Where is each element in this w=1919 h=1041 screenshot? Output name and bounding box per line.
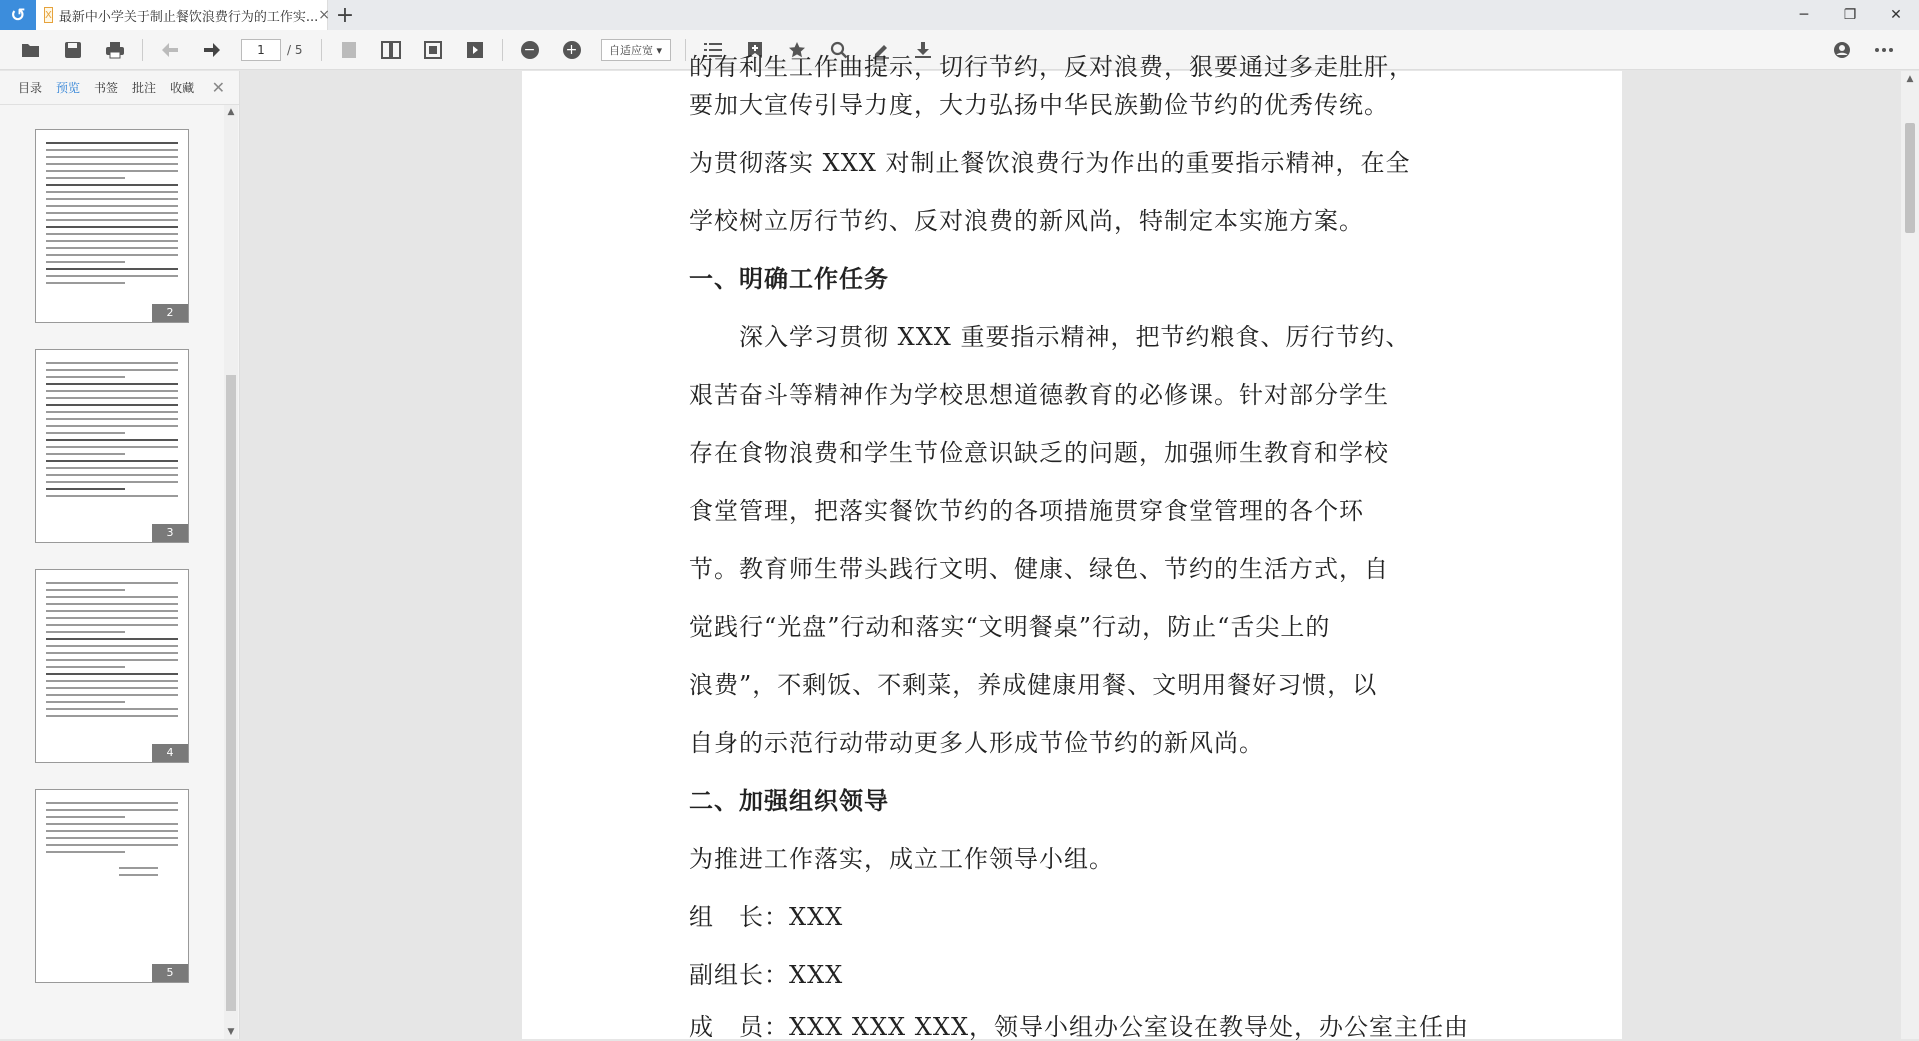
document-line: 艰苦奋斗等精神作为学校思想道德教育的必修课。针对部分学生 — [689, 381, 1389, 409]
thumbnail-list — [0, 105, 222, 1039]
more-options-icon[interactable] — [1867, 35, 1901, 65]
toolbar-right — [1821, 35, 1905, 65]
two-page-icon[interactable] — [374, 35, 408, 65]
close-window-button[interactable]: ✕ — [1890, 7, 1902, 23]
title-bar — [0, 0, 1919, 30]
single-page-icon[interactable] — [332, 35, 366, 65]
toolbar-divider — [321, 39, 322, 61]
back-arrow-icon[interactable] — [153, 35, 187, 65]
page-thumbnail[interactable] — [35, 129, 189, 323]
presentation-icon[interactable] — [458, 35, 492, 65]
thumbnail-page-number: 2 — [152, 304, 188, 322]
window-controls — [1781, 0, 1919, 30]
sidebar-scrollbar[interactable] — [224, 105, 238, 1039]
forward-arrow-icon[interactable] — [195, 35, 229, 65]
tab-contents[interactable]: 目录 — [18, 81, 43, 95]
document-page — [522, 71, 1622, 1039]
print-icon[interactable] — [98, 35, 132, 65]
zoom-out-icon[interactable]: − — [513, 35, 547, 65]
thumbnail-page-number: 3 — [152, 524, 188, 542]
tab-favorites[interactable]: 收藏 — [170, 81, 195, 95]
page-total: / 5 — [287, 42, 303, 57]
sidebar-scroll-thumb[interactable] — [226, 375, 236, 1011]
document-line: 副组长：XXX — [689, 961, 844, 989]
document-line: 存在食物浪费和学生节俭意识缺乏的问题，加强师生教育和学校 — [689, 439, 1389, 467]
page-thumbnail[interactable] — [35, 349, 189, 543]
document-line: 节。教育师生带头践行文明、健康、绿色、节约的生活方式，自 — [689, 555, 1389, 583]
tab-title: 最新中小学关于制止餐饮浪费行为的工作实... — [58, 9, 319, 25]
scroll-down-arrow-icon[interactable]: ▼ — [227, 1027, 235, 1037]
app-logo-icon[interactable]: ↺ — [0, 0, 36, 30]
document-scroll-thumb[interactable] — [1905, 123, 1915, 233]
page-thumbnail[interactable] — [35, 569, 189, 763]
account-avatar-icon[interactable] — [1825, 35, 1859, 65]
document-line: 浪费”，不剩饭、不剩菜，养成健康用餐、文明用餐好习惯，以 — [689, 671, 1378, 699]
tab-close-icon[interactable]: × — [318, 7, 330, 23]
document-cut-line: 成 员：XXX XXX XXX，领导小组办公室设在教导处，办公室主任由 — [689, 1013, 1470, 1041]
document-scrollbar[interactable] — [1901, 71, 1919, 1039]
zoom-select[interactable]: 自适应宽 ▾ — [601, 39, 671, 61]
section-heading: 一、明确工作任务 — [689, 264, 889, 293]
tab-preview[interactable]: 预览 — [56, 81, 81, 95]
restore-button[interactable]: ❐ — [1843, 7, 1857, 23]
page-number-input[interactable]: 1 — [241, 39, 281, 61]
document-line: 为贯彻落实 XXX 对制止餐饮浪费行为作出的重要指示精神，在全 — [689, 149, 1411, 177]
toolbar-divider — [142, 39, 143, 61]
zoom-in-icon[interactable]: + — [555, 35, 589, 65]
document-tab[interactable] — [36, 0, 328, 30]
document-line: 学校树立厉行节约、反对浪费的新风尚，特制定本实施方案。 — [689, 207, 1364, 235]
section-heading: 二、加强组织领导 — [689, 786, 889, 815]
sidebar — [0, 71, 240, 1039]
sidebar-tabs — [0, 71, 239, 105]
pdf-file-icon: X — [44, 7, 53, 23]
scroll-up-arrow-icon[interactable]: ▲ — [1906, 74, 1914, 84]
tab-bookmarks[interactable]: 书签 — [94, 81, 119, 95]
save-icon[interactable] — [56, 35, 90, 65]
thumbnail-page-number: 4 — [152, 744, 188, 762]
document-line: 觉践行“光盘”行动和落实“文明餐桌”行动，防止“舌尖上的 — [689, 613, 1331, 641]
thumbnail-page-number: 5 — [152, 964, 188, 982]
open-folder-icon[interactable] — [14, 35, 48, 65]
new-tab-button[interactable]: + — [335, 2, 355, 28]
tab-annotations[interactable]: 批注 — [132, 81, 157, 95]
page-thumbnail[interactable] — [35, 789, 189, 983]
sidebar-close-icon[interactable]: ✕ — [211, 78, 225, 97]
document-line: 为推进工作落实，成立工作领导小组。 — [689, 845, 1114, 873]
document-viewer — [241, 71, 1901, 1039]
toolbar-divider — [502, 39, 503, 61]
scroll-up-arrow-icon[interactable]: ▲ — [227, 107, 235, 117]
document-line: 要加大宣传引导力度，大力弘扬中华民族勤俭节约的优秀传统。 — [689, 91, 1389, 119]
document-cut-line — [689, 49, 1459, 63]
document-line: 深入学习贯彻 XXX 重要指示精神，把节约粮食、厉行节约、 — [689, 323, 1411, 351]
document-line: 自身的示范行动带动更多人形成节俭节约的新风尚。 — [689, 729, 1264, 757]
document-line: 组 长：XXX — [689, 903, 844, 931]
toolbar-divider — [685, 39, 686, 61]
fit-page-icon[interactable] — [416, 35, 450, 65]
minimize-button[interactable]: ─ — [1799, 7, 1809, 23]
document-line: 食堂管理，把落实餐饮节约的各项措施贯穿食堂管理的各个环 — [689, 497, 1364, 525]
